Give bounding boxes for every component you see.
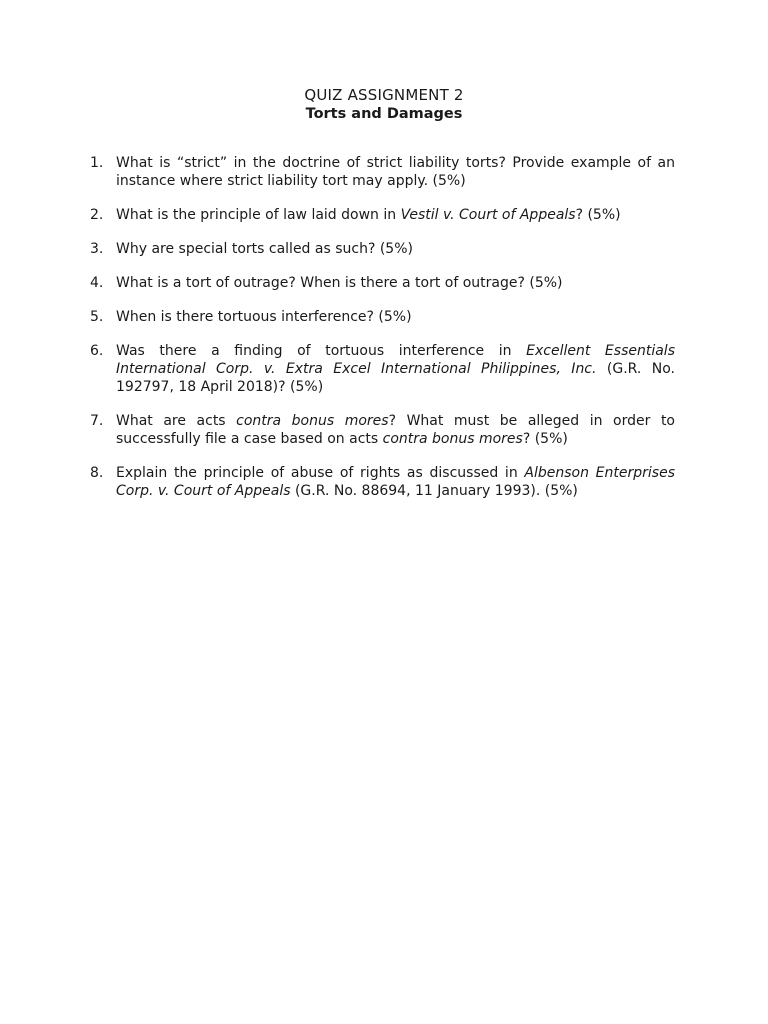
question-text [116, 206, 675, 224]
question-text-segment: What is a tort of outrage? When is there a tort of outrage? (5%) [116, 275, 563, 291]
case-citation: Excellent Essentials International Corp. v. Extra Excel International Philippines, Inc. [116, 343, 675, 377]
question-item [90, 412, 675, 448]
question-item [90, 206, 675, 224]
question-text-segment: ? (5%) [522, 431, 568, 447]
question-number: 8. [90, 465, 104, 481]
question-text-segment: (G.R. No. 88694, 11 January 1993). (5%) [290, 483, 578, 499]
question-text [116, 308, 675, 326]
question-item [90, 342, 675, 396]
question-text-segment: ? What must be alleged in order to successfully file a case based on acts [116, 413, 675, 447]
question-number: 6. [90, 343, 104, 359]
case-citation: Vestil v. Court of Appeals [400, 207, 576, 223]
question-text-segment: (G.R. No. 192797, 18 April 2018)? (5%) [116, 361, 675, 395]
case-citation: contra bonus mores [236, 413, 389, 429]
question-number: 3. [90, 241, 104, 257]
question-number: 5. [90, 309, 104, 325]
question-number: 4. [90, 275, 104, 291]
question-text [116, 274, 675, 292]
question-text [116, 154, 675, 190]
question-item [90, 308, 675, 326]
page-title: QUIZ ASSIGNMENT 2 [304, 86, 464, 104]
question-text-segment: When is there tortuous interference? (5%) [116, 309, 412, 325]
question-text-segment: Why are special torts called as such? (5%) [116, 241, 413, 257]
question-number: 7. [90, 413, 104, 429]
question-item [90, 154, 675, 190]
question-text [116, 240, 675, 258]
question-text-segment: Was there a finding of tortuous interference in [116, 343, 527, 359]
question-text-segment: ? (5%) [575, 207, 621, 223]
case-citation: Albenson Enterprises Corp. v. Court of Appeals [116, 465, 675, 499]
question-text-segment: What are acts [116, 413, 237, 429]
question-text [116, 412, 675, 448]
question-text-segment: What is the principle of law laid down in [116, 207, 401, 223]
question-text-segment: Explain the principle of abuse of rights as discussed in [116, 465, 525, 481]
question-text [116, 464, 675, 500]
question-item [90, 464, 675, 500]
question-text-segment: What is “strict” in the doctrine of strict liability torts? Provide example of an instance where strict liability tort may apply. (5%) [116, 155, 675, 189]
question-item [90, 274, 675, 292]
question-item [90, 240, 675, 258]
page-subtitle: Torts and Damages [305, 106, 463, 122]
question-number: 1. [90, 155, 104, 171]
question-number: 2. [90, 207, 104, 223]
document-header [0, 86, 768, 123]
question-text [116, 342, 675, 396]
question-list [90, 154, 675, 516]
case-citation: contra bonus mores [382, 431, 523, 447]
